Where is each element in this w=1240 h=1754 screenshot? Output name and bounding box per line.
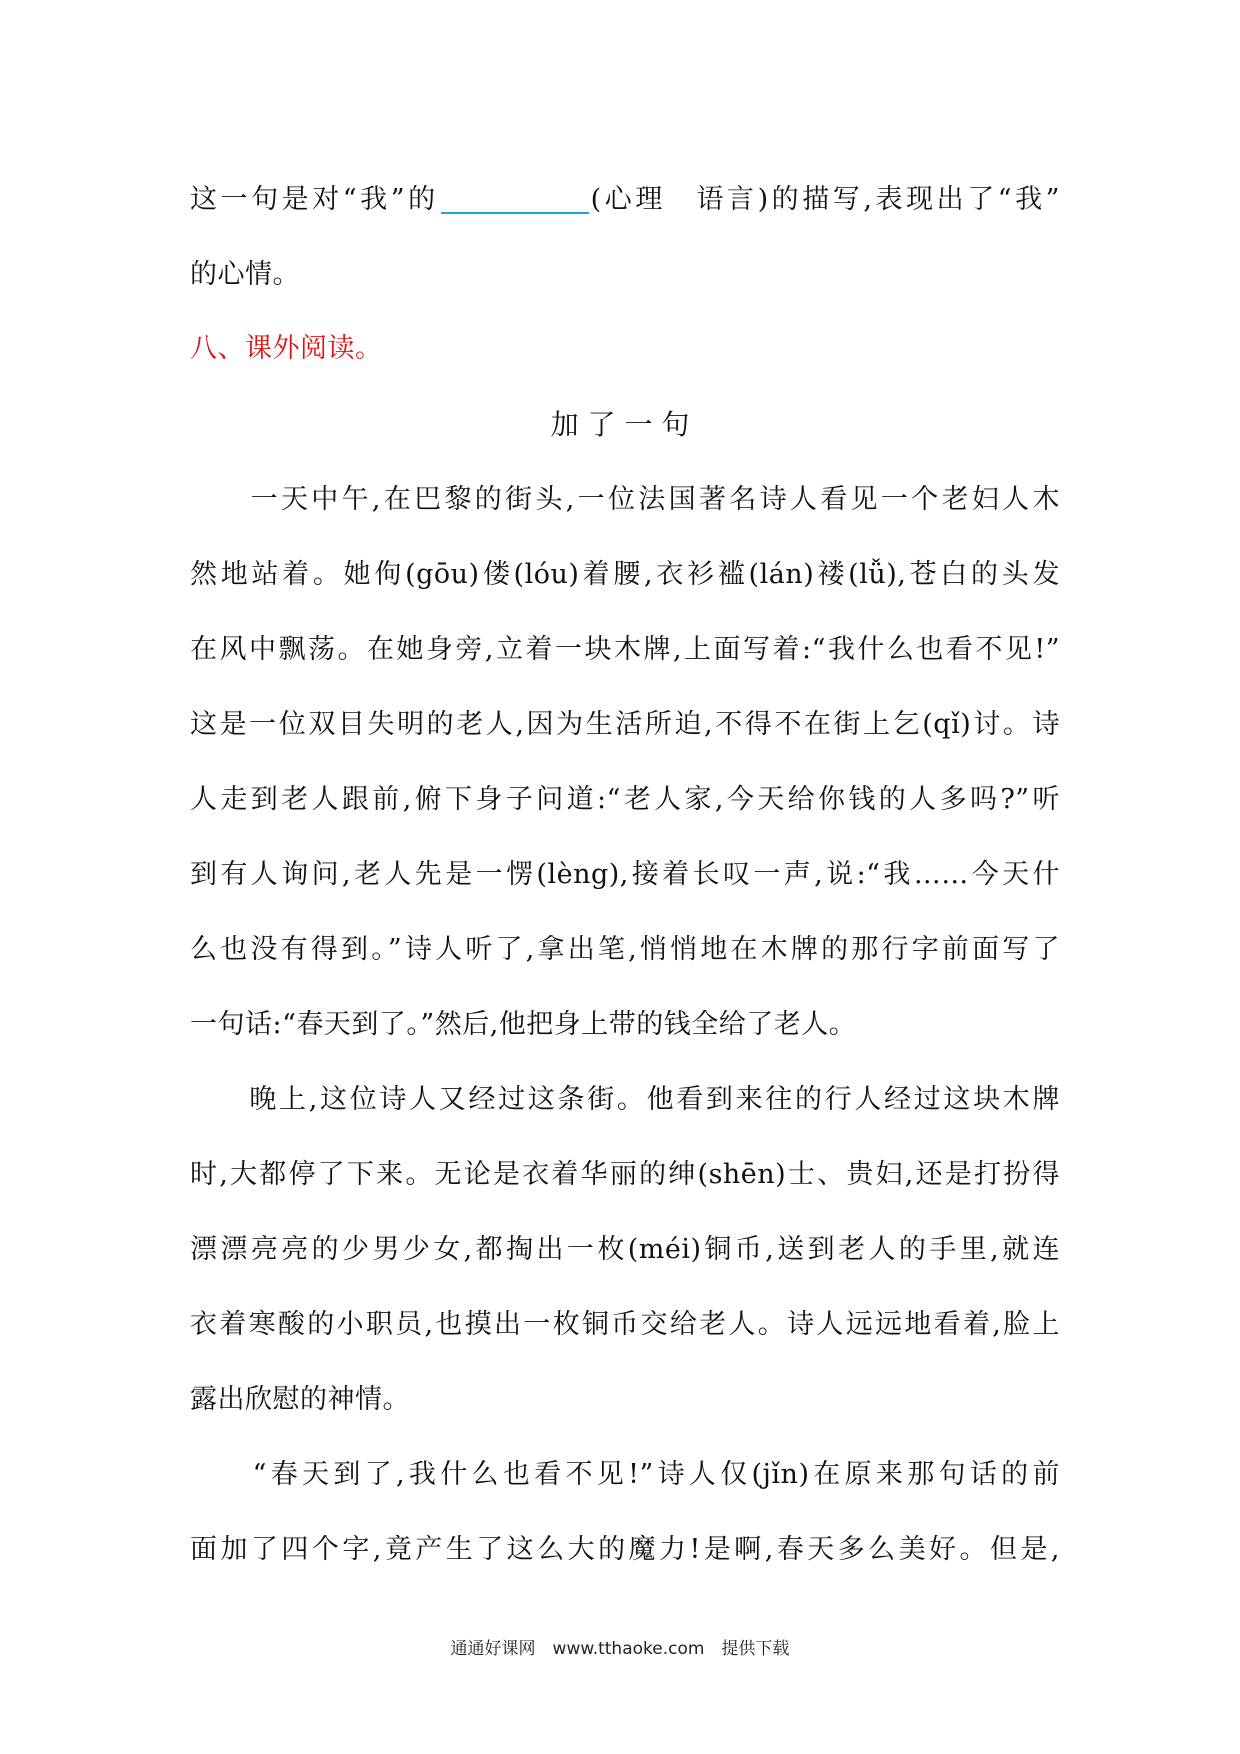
- story-line: 么也没有得到。”诗人听了,拿出笔,悄悄地在木牌的那行字前面写了: [190, 934, 1060, 965]
- story-line: 露出欣慰的神情。: [190, 1384, 410, 1415]
- story-line: 面加了四个字,竟产生了这么大的魔力!是啊,春天多么美好。但是,: [190, 1534, 1060, 1565]
- story-line: 人走到老人跟前,俯下身子问道:“老人家,今天给你钱的人多吗?”听: [190, 784, 1060, 815]
- story-line: 然地站着。她佝(gōu)偻(lóu)着腰,衣衫褴(lán)褛(lǚ),苍白的头发: [190, 559, 1060, 590]
- story-line: 一天中午,在巴黎的街头,一位法国著名诗人看见一个老妇人木: [190, 484, 1060, 515]
- story-title: 加 了 一 句: [550, 408, 690, 441]
- story-line: “春天到了,我什么也看不见!”诗人仅(jǐn)在原来那句话的前: [190, 1459, 1060, 1490]
- footer-credit: 通通好课网 www.tthaoke.com 提供下载: [450, 1639, 790, 1659]
- story-line: 时,大都停了下来。无论是衣着华丽的绅(shēn)士、贵妇,还是打扮得: [190, 1159, 1060, 1190]
- story-line: 到有人询问,老人先是一愣(lèng),接着长叹一声,说:“我……今天什: [190, 859, 1060, 890]
- story-line: 晚上,这位诗人又经过这条街。他看到来往的行人经过这块木牌: [190, 1084, 1060, 1115]
- question-text-before-blank: 这一句是对“我”的: [190, 184, 439, 215]
- story-line: 漂漂亮亮的少男少女,都掏出一枚(méi)铜币,送到老人的手里,就连: [190, 1234, 1060, 1265]
- question-line-1: [190, 180, 1060, 220]
- story-line: 一句话:“春天到了。”然后,他把身上带的钱全给了老人。: [190, 1009, 857, 1040]
- story-line: 这是一位双目失明的老人,因为生活所迫,不得不在街上乞(qǐ)讨。诗: [190, 709, 1060, 740]
- section-heading: 八、课外阅读。: [190, 333, 383, 364]
- question-line-2: 的心情。: [190, 259, 300, 290]
- story-line: 在风中飘荡。在她身旁,立着一块木牌,上面写着:“我什么也看不见!”: [190, 634, 1060, 665]
- answer-blank[interactable]: [441, 182, 589, 214]
- story-line: 衣着寒酸的小职员,也摸出一枚铜币交给老人。诗人远远地看着,脸上: [190, 1309, 1060, 1340]
- question-text-after-blank: (心理 语言)的描写,表现出了“我”: [590, 184, 1060, 215]
